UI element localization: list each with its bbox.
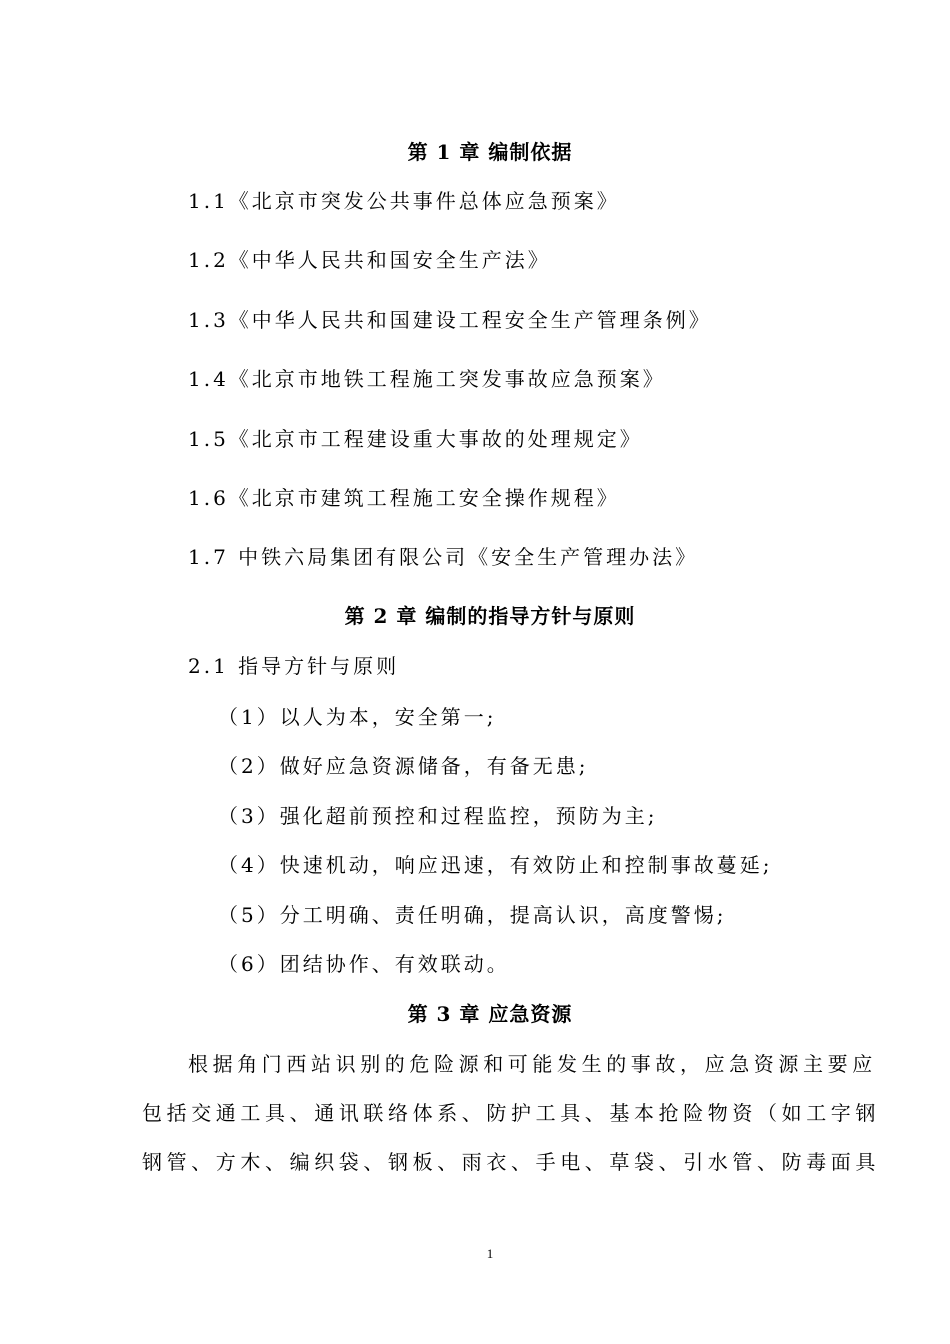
reference-item: 1.5《北京市工程建设重大事故的处理规定》 <box>188 427 643 451</box>
reference-item: 1.4《北京市地铁工程施工突发事故应急预案》 <box>188 367 666 391</box>
principle-item: （1）以人为本，安全第一; <box>218 705 497 729</box>
reference-item: 1.7 中铁六局集团有限公司《安全生产管理办法》 <box>188 545 699 569</box>
reference-item: 1.6《北京市建筑工程施工安全操作规程》 <box>188 486 620 510</box>
principle-item: （4）快速机动，响应迅速，有效防止和控制事故蔓延; <box>218 853 773 877</box>
paragraph-line: 根据角门西站识别的危险源和可能发生的事故，应急资源主要应 <box>188 1052 877 1076</box>
principle-item: （6）团结协作、有效联动。 <box>218 952 510 976</box>
reference-item: 1.1《北京市突发公共事件总体应急预案》 <box>188 189 620 213</box>
principle-item: （3）强化超前预控和过程监控，预防为主; <box>218 804 658 828</box>
reference-item: 1.2《中华人民共和国安全生产法》 <box>188 248 551 272</box>
section-heading: 2.1 指导方针与原则 <box>188 654 400 678</box>
page-number: 1 <box>486 1246 494 1261</box>
chapter-3-heading: 第 3 章 应急资源 <box>407 1002 573 1026</box>
chapter-2-heading: 第 2 章 编制的指导方针与原则 <box>344 604 636 628</box>
chapter-1-heading: 第 1 章 编制依据 <box>407 140 573 164</box>
principle-item: （5）分工明确、责任明确，提高认识，高度警惕; <box>218 903 727 927</box>
paragraph-line: 包括交通工具、通讯联络体系、防护工具、基本抢险物资（如工字钢 <box>142 1101 880 1125</box>
reference-item: 1.3《中华人民共和国建设工程安全生产管理条例》 <box>188 308 712 332</box>
paragraph-line: 钢管、方木、编织袋、钢板、雨衣、手电、草袋、引水管、防毒面具 <box>142 1150 880 1174</box>
principle-item: （2）做好应急资源储备，有备无患; <box>218 754 589 778</box>
